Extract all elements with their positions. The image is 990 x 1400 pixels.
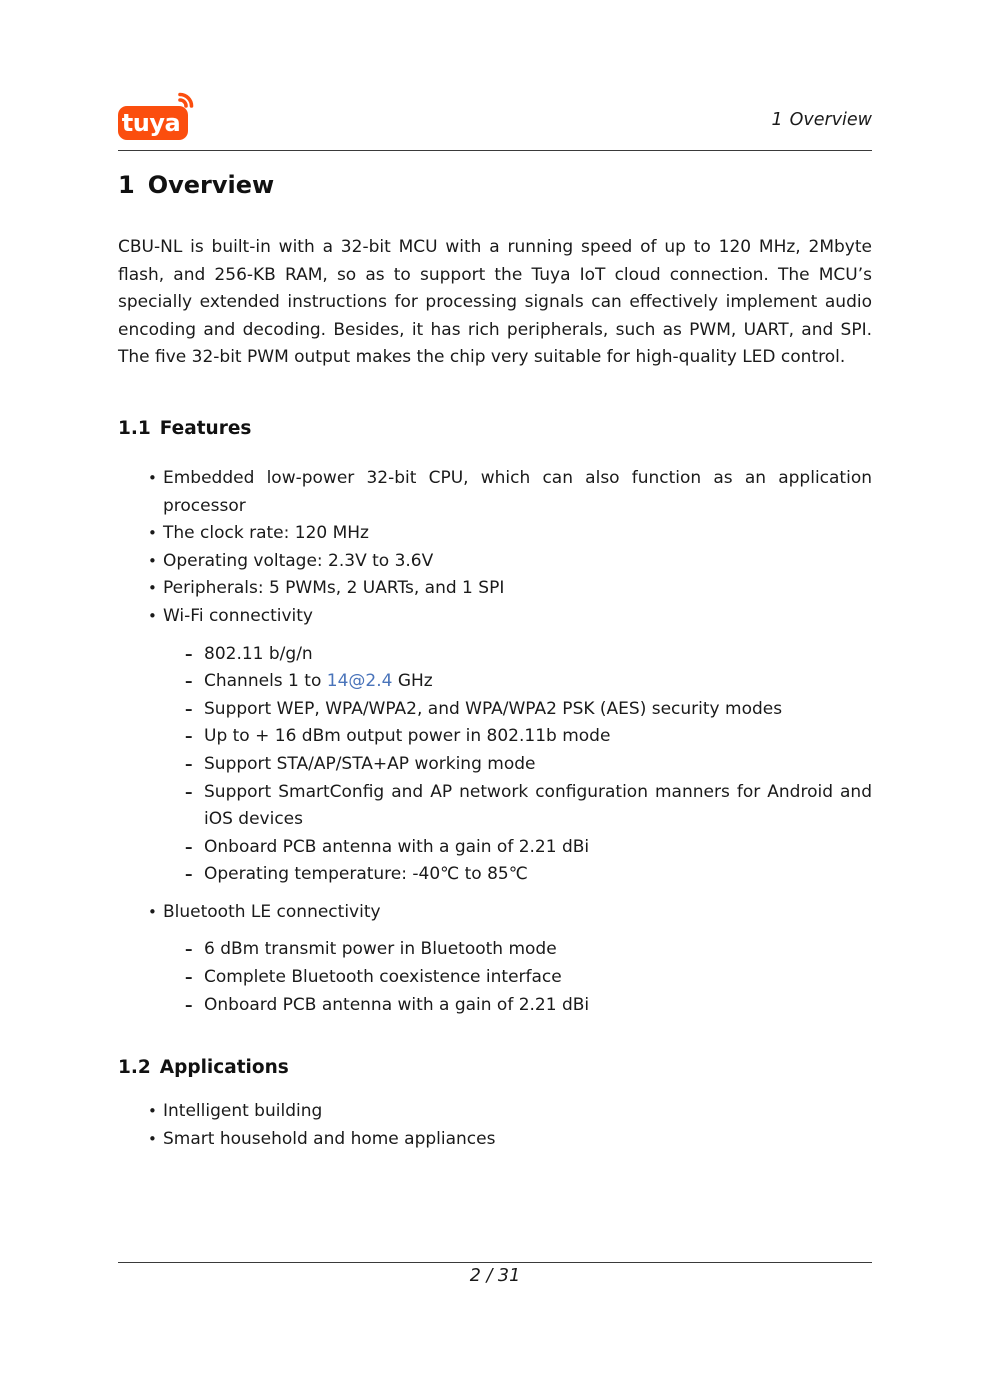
sub-list-item bbox=[163, 992, 872, 1020]
list-item-text: Intelligent building bbox=[163, 1101, 323, 1122]
header-divider bbox=[118, 150, 872, 151]
features-title: Features bbox=[159, 417, 252, 439]
sub-item-text: Support STA/AP/STA+AP working mode bbox=[204, 753, 536, 774]
list-item bbox=[118, 1098, 872, 1126]
tuya-logo bbox=[118, 92, 202, 148]
section-number: 1 bbox=[118, 171, 135, 199]
list-item bbox=[118, 1126, 872, 1154]
sub-list-item bbox=[163, 936, 872, 964]
sub-item-text: GHz bbox=[392, 671, 433, 692]
footer-divider bbox=[118, 1262, 872, 1263]
sub-list-item bbox=[163, 751, 872, 779]
dash-icon: – bbox=[185, 699, 193, 718]
list-item-text: Smart household and home appliances bbox=[163, 1128, 496, 1149]
logo-text: tuya bbox=[121, 109, 181, 137]
features-number: 1.1 bbox=[118, 417, 151, 439]
section-heading bbox=[118, 170, 872, 200]
bullet-icon: • bbox=[148, 524, 157, 543]
list-item-text: Bluetooth LE connectivity bbox=[163, 901, 381, 922]
sub-list-item bbox=[163, 723, 872, 751]
dash-icon: – bbox=[185, 782, 193, 801]
bullet-icon: • bbox=[148, 606, 157, 625]
list-item-text: Embedded low-power 32-bit CPU, which can also function as an application processor bbox=[163, 467, 872, 516]
list-item bbox=[118, 465, 872, 520]
applications-title: Applications bbox=[159, 1057, 289, 1079]
sub-item-text: 6 dBm transmit power in Bluetooth mode bbox=[204, 939, 557, 960]
dash-icon: – bbox=[185, 940, 193, 959]
sub-item-text: Onboard PCB antenna with a gain of 2.21 dBi bbox=[204, 994, 590, 1015]
sub-list-item bbox=[163, 834, 872, 862]
list-item-text: Operating voltage: 2.3V to 3.6V bbox=[163, 550, 434, 571]
list-item-text: The clock rate: 120 MHz bbox=[163, 523, 369, 544]
list-item-text: Wi-Fi connectivity bbox=[163, 605, 313, 626]
bullet-icon: • bbox=[148, 1129, 157, 1148]
bullet-icon: • bbox=[148, 902, 157, 921]
dash-icon: – bbox=[185, 754, 193, 773]
sub-item-text: Operating temperature: -40℃ to 85℃ bbox=[204, 864, 528, 885]
dash-icon: – bbox=[185, 727, 193, 746]
dash-icon: – bbox=[185, 968, 193, 987]
bullet-icon: • bbox=[148, 1102, 157, 1121]
list-item bbox=[118, 548, 872, 576]
bullet-icon: • bbox=[148, 468, 157, 487]
wifi-sublist bbox=[163, 641, 872, 889]
applications-heading bbox=[118, 1055, 872, 1080]
dash-icon: – bbox=[185, 865, 193, 884]
dash-icon: – bbox=[185, 644, 193, 663]
running-header-section bbox=[771, 110, 872, 130]
page-body bbox=[118, 170, 872, 1153]
page-header bbox=[118, 96, 872, 152]
applications-list bbox=[118, 1098, 872, 1153]
features-heading bbox=[118, 416, 872, 441]
dash-icon: – bbox=[185, 672, 193, 691]
sub-item-text: Support WEP, WPA/WPA2, and WPA/WPA2 PSK (AES) security modes bbox=[204, 698, 783, 719]
sub-item-text: Complete Bluetooth coexistence interface bbox=[204, 967, 562, 988]
sub-list-item bbox=[163, 964, 872, 992]
dash-icon: – bbox=[185, 837, 193, 856]
features-list bbox=[118, 465, 872, 1019]
bullet-icon: • bbox=[148, 579, 157, 598]
sub-list-item bbox=[163, 696, 872, 724]
list-item bbox=[118, 520, 872, 548]
bullet-icon: • bbox=[148, 551, 157, 570]
sub-list-item-channels bbox=[163, 668, 872, 696]
running-header-number: 1 bbox=[771, 110, 783, 130]
bluetooth-sublist bbox=[163, 936, 872, 1019]
section-title: Overview bbox=[147, 171, 275, 199]
tuya-logo-graphic bbox=[118, 92, 202, 144]
page-number: 2 / 31 bbox=[469, 1266, 521, 1286]
sub-item-text: Up to + 16 dBm output power in 802.11b mode bbox=[204, 726, 611, 747]
signal-arc-icon bbox=[180, 100, 186, 106]
sub-item-text: Onboard PCB antenna with a gain of 2.21 dBi bbox=[204, 836, 590, 857]
sub-list-item bbox=[163, 779, 872, 834]
applications-number: 1.2 bbox=[118, 1057, 151, 1079]
dash-icon: – bbox=[185, 995, 193, 1014]
list-item-bluetooth bbox=[118, 899, 872, 1019]
sub-item-text: Channels 1 to bbox=[204, 671, 327, 692]
list-item-wifi bbox=[118, 603, 872, 889]
intro-paragraph: CBU-NL is built-in with a 32-bit MCU with a running speed of up to 120 MHz, 2Mbyte flash, and 256-KB RAM, so as to support the Tuya IoT cloud connection. The MCU’s specially extended instructions for processing signals can effectively implement audio encoding and decoding. Besides, it has rich peripherals, such as PWM, UART, and SPI. The five 32-bit PWM output makes the chip very suitable for high-quality LED control. bbox=[118, 237, 872, 368]
sub-list-item bbox=[163, 641, 872, 669]
sub-item-text: Support SmartConfig and AP network configuration manners for Android and iOS devices bbox=[204, 781, 872, 830]
list-item-text: Peripherals: 5 PWMs, 2 UARTs, and 1 SPI bbox=[163, 578, 505, 599]
sub-list-item bbox=[163, 861, 872, 889]
running-header-title: Overview bbox=[789, 110, 872, 130]
channel-link[interactable]: 14@2.4 bbox=[326, 671, 393, 692]
list-item bbox=[118, 575, 872, 603]
sub-item-text: 802.11 b/g/n bbox=[204, 643, 313, 664]
